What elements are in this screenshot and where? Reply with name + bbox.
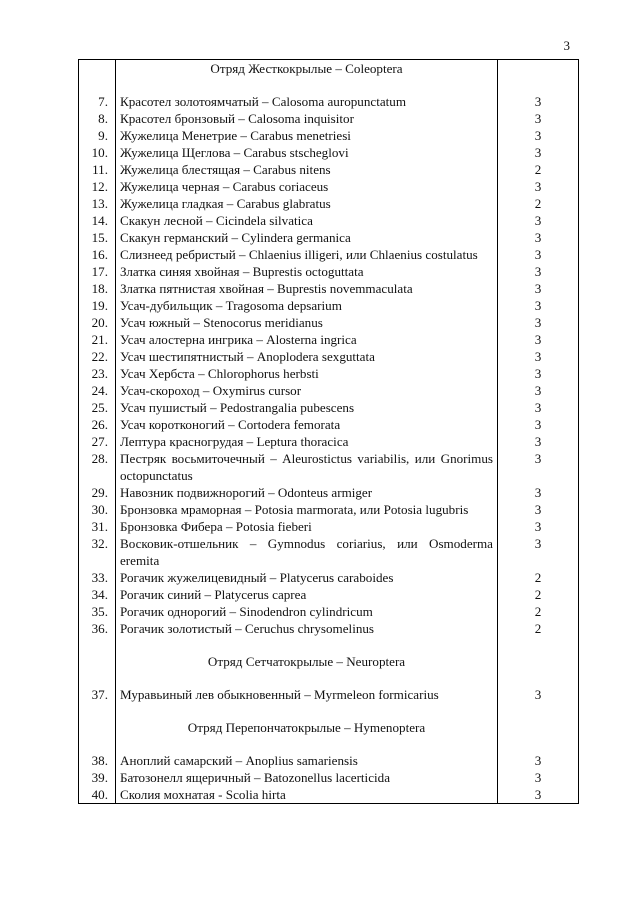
species-name: Бронзовка Фибера – Potosia fieberi (116, 518, 498, 535)
category: 3 (498, 433, 579, 450)
table-row (79, 212, 579, 229)
empty-cell (79, 653, 116, 670)
table-row (79, 769, 579, 786)
table-row (79, 450, 579, 484)
species-table-body (79, 60, 579, 804)
empty-cell (116, 670, 498, 686)
category: 3 (498, 752, 579, 769)
table-row (79, 620, 579, 637)
empty-cell (116, 637, 498, 653)
row-number: 19. (79, 297, 116, 314)
section-spacer (79, 77, 579, 93)
section-title: Отряд Жесткокрылые – Coleoptera (116, 60, 498, 78)
species-name: Навозник подвижнорогий – Odonteus armiger (116, 484, 498, 501)
table-row (79, 752, 579, 769)
section-title: Отряд Сетчатокрылые – Neuroptera (116, 653, 498, 670)
row-number: 11. (79, 161, 116, 178)
species-name: Усач-скороход – Oxymirus cursor (116, 382, 498, 399)
category: 3 (498, 263, 579, 280)
table-row (79, 161, 579, 178)
species-name: Лептура красногрудая – Leptura thoracica (116, 433, 498, 450)
species-name: Усач коротконогий – Cortodera femorata (116, 416, 498, 433)
category: 3 (498, 769, 579, 786)
row-number: 22. (79, 348, 116, 365)
species-name: Златка пятнистая хвойная – Buprestis novemmaculata (116, 280, 498, 297)
table-row (79, 297, 579, 314)
empty-cell (79, 719, 116, 736)
species-name: Батозонелл ящеричный – Batozonellus lacerticida (116, 769, 498, 786)
category: 3 (498, 212, 579, 229)
table-row (79, 229, 579, 246)
table-row (79, 416, 579, 433)
species-name: Скакун германский – Cylindera germanica (116, 229, 498, 246)
row-number: 7. (79, 93, 116, 110)
category: 3 (498, 382, 579, 399)
table-row (79, 603, 579, 620)
empty-cell (116, 703, 498, 719)
table-row (79, 399, 579, 416)
species-name: Восковик-отшельник – Gymnodus coriarius, или Osmoderma eremita (116, 535, 498, 569)
species-name: Рогачик жужелицевидный – Platycerus caraboides (116, 569, 498, 586)
category: 2 (498, 569, 579, 586)
row-number: 32. (79, 535, 116, 569)
category: 3 (498, 501, 579, 518)
species-name: Жужелица Щеглова – Carabus stscheglovi (116, 144, 498, 161)
table-row (79, 518, 579, 535)
empty-cell (498, 670, 579, 686)
category: 3 (498, 786, 579, 804)
category: 3 (498, 110, 579, 127)
table-row (79, 331, 579, 348)
category: 3 (498, 399, 579, 416)
table-row (79, 484, 579, 501)
table-row (79, 314, 579, 331)
species-name: Пестряк восьмиточечный – Aleurostictus variabilis, или Gnorimus octopunctatus (116, 450, 498, 484)
row-number: 36. (79, 620, 116, 637)
category: 3 (498, 331, 579, 348)
row-number: 9. (79, 127, 116, 144)
empty-cell (498, 653, 579, 670)
row-number: 37. (79, 686, 116, 703)
table-row (79, 280, 579, 297)
row-number: 25. (79, 399, 116, 416)
category: 3 (498, 365, 579, 382)
empty-cell (79, 60, 116, 78)
row-number: 35. (79, 603, 116, 620)
species-name: Усач шестипятнистый – Anoplodera sexguttata (116, 348, 498, 365)
empty-cell (116, 77, 498, 93)
category: 2 (498, 161, 579, 178)
table-row (79, 348, 579, 365)
table-row (79, 535, 579, 569)
table-row (79, 501, 579, 518)
empty-cell (79, 703, 116, 719)
empty-cell (79, 637, 116, 653)
empty-cell (79, 736, 116, 752)
species-name: Слизнеед ребристый – Chlaenius illigeri, или Chlaenius costulatus (116, 246, 498, 263)
row-number: 17. (79, 263, 116, 280)
row-number: 16. (79, 246, 116, 263)
category: 3 (498, 127, 579, 144)
row-number: 20. (79, 314, 116, 331)
species-name: Усач Хербста – Chlorophorus herbsti (116, 365, 498, 382)
row-number: 30. (79, 501, 116, 518)
row-number: 10. (79, 144, 116, 161)
table-row (79, 127, 579, 144)
section-header-row (79, 653, 579, 670)
category: 3 (498, 416, 579, 433)
empty-cell (498, 736, 579, 752)
page-number: 3 (563, 38, 570, 53)
species-name: Сколия мохнатая - Scolia hirta (116, 786, 498, 804)
section-header-row (79, 719, 579, 736)
row-number: 31. (79, 518, 116, 535)
row-number: 18. (79, 280, 116, 297)
category: 3 (498, 297, 579, 314)
row-number: 13. (79, 195, 116, 212)
table-row (79, 433, 579, 450)
table-row (79, 382, 579, 399)
category: 3 (498, 93, 579, 110)
row-number: 34. (79, 586, 116, 603)
species-name: Усач алостерна ингрика – Alosterna ingrica (116, 331, 498, 348)
section-spacer (79, 703, 579, 719)
table-row (79, 110, 579, 127)
table-row (79, 246, 579, 263)
row-number: 15. (79, 229, 116, 246)
table-row (79, 786, 579, 804)
category: 2 (498, 603, 579, 620)
empty-cell (498, 77, 579, 93)
table-row (79, 686, 579, 703)
table-row (79, 569, 579, 586)
species-name: Златка синяя хвойная – Buprestis octoguttata (116, 263, 498, 280)
category: 3 (498, 484, 579, 501)
category: 2 (498, 620, 579, 637)
species-name: Рогачик золотистый – Ceruchus chrysomelinus (116, 620, 498, 637)
row-number: 40. (79, 786, 116, 804)
row-number: 14. (79, 212, 116, 229)
table-row (79, 195, 579, 212)
category: 2 (498, 586, 579, 603)
category: 3 (498, 144, 579, 161)
species-name: Жужелица Менетрие – Carabus menetriesi (116, 127, 498, 144)
section-spacer (79, 670, 579, 686)
row-number: 38. (79, 752, 116, 769)
row-number: 26. (79, 416, 116, 433)
section-title: Отряд Перепончатокрылые – Hymenoptera (116, 719, 498, 736)
species-name: Усач-дубильщик – Tragosoma depsarium (116, 297, 498, 314)
section-spacer (79, 637, 579, 653)
row-number: 39. (79, 769, 116, 786)
species-name: Рогачик однорогий – Sinodendron cylindricum (116, 603, 498, 620)
category: 3 (498, 178, 579, 195)
category: 3 (498, 450, 579, 484)
table-row (79, 586, 579, 603)
row-number: 24. (79, 382, 116, 399)
row-number: 8. (79, 110, 116, 127)
category: 3 (498, 314, 579, 331)
species-name: Усач южный – Stenocorus meridianus (116, 314, 498, 331)
species-name: Жужелица черная – Carabus coriaceus (116, 178, 498, 195)
row-number: 33. (79, 569, 116, 586)
species-name: Усач пушистый – Pedostrangalia pubescens (116, 399, 498, 416)
species-name: Жужелица гладкая – Carabus glabratus (116, 195, 498, 212)
species-name: Аноплий самарский – Anoplius samariensis (116, 752, 498, 769)
species-name: Красотел бронзовый – Calosoma inquisitor (116, 110, 498, 127)
row-number: 27. (79, 433, 116, 450)
category: 3 (498, 348, 579, 365)
empty-cell (79, 670, 116, 686)
row-number: 23. (79, 365, 116, 382)
category: 3 (498, 246, 579, 263)
row-number: 12. (79, 178, 116, 195)
section-spacer (79, 736, 579, 752)
species-name: Бронзовка мраморная – Potosia marmorata, или Potosia lugubris (116, 501, 498, 518)
table-row (79, 144, 579, 161)
row-number: 28. (79, 450, 116, 484)
empty-cell (498, 719, 579, 736)
species-table (78, 59, 579, 804)
empty-cell (79, 77, 116, 93)
table-row (79, 263, 579, 280)
section-header-row (79, 60, 579, 78)
empty-cell (498, 637, 579, 653)
row-number: 21. (79, 331, 116, 348)
table-row (79, 93, 579, 110)
empty-cell (498, 703, 579, 719)
category: 3 (498, 686, 579, 703)
category: 3 (498, 280, 579, 297)
category: 2 (498, 195, 579, 212)
category: 3 (498, 518, 579, 535)
species-name: Муравьиный лев обыкновенный – Myrmeleon formicarius (116, 686, 498, 703)
species-name: Рогачик синий – Platycerus caprea (116, 586, 498, 603)
category: 3 (498, 535, 579, 569)
species-name: Скакун лесной – Cicindela silvatica (116, 212, 498, 229)
table-row (79, 178, 579, 195)
table-row (79, 365, 579, 382)
row-number: 29. (79, 484, 116, 501)
empty-cell (116, 736, 498, 752)
species-name: Жужелица блестящая – Carabus nitens (116, 161, 498, 178)
empty-cell (498, 60, 579, 78)
category: 3 (498, 229, 579, 246)
species-name: Красотел золотоямчатый – Calosoma auropunctatum (116, 93, 498, 110)
